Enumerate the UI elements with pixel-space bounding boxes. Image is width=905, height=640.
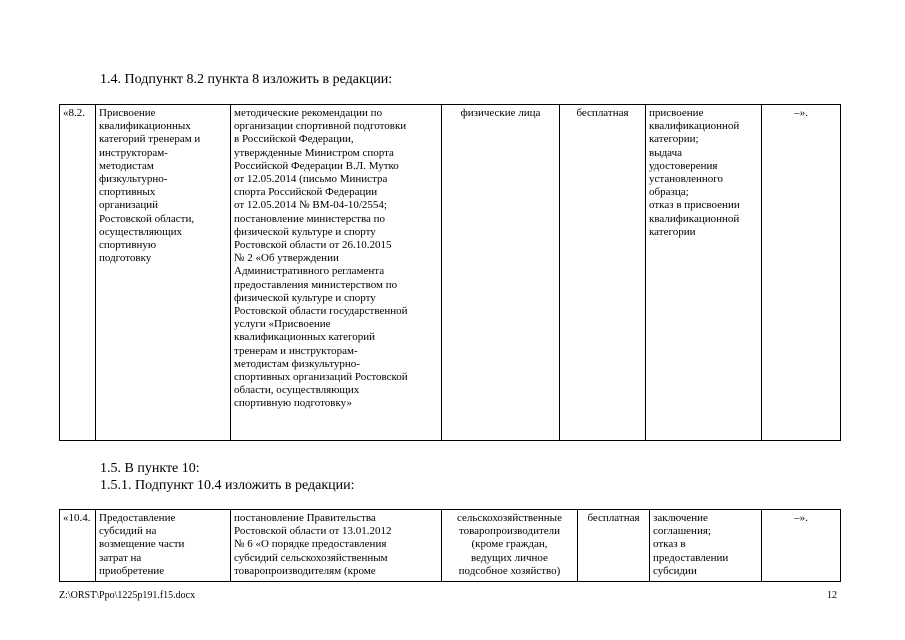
- legal-basis: постановление Правительства Ростовской области от 13.01.2012 № 6 «О порядке предоставления субсидий сельскохозяйственным товаропроизводителям (кроме: [231, 510, 442, 582]
- row-number: «10.4.: [60, 510, 96, 582]
- page-number: 12: [827, 590, 837, 601]
- legal-basis: методические рекомендации по организации спортивной подготовки в Российской Федерации, утвержденные Министром спорта Российской Федерации В.Л. Мутко от 12.05.2014 (письмо Министра спорта Российской Федерации от 12.05.2014 № ВМ-04-10/2554; постановление министерства по физической культуре и спорту Ростовской области от 26.10.2015 № 2 «Об утверждении Административного регламента предоставления министерством по физической культуре и спорту Ростовской области государственной услуги «Присвоение квалификационных категорий тренерам и инструкторам- методистам физкультурно- спортивных организаций Ростовской области, осуществляющих спортивную подготовку»: [231, 105, 442, 441]
- heading-1-4: 1.4. Подпункт 8.2 пункта 8 изложить в редакции:: [100, 72, 393, 87]
- row-end: –».: [762, 510, 841, 582]
- row-number: «8.2.: [60, 105, 96, 441]
- result: присвоение квалификационной категории; выдача удостоверения установленного образца; отказ в присвоении квалификационной категории: [646, 105, 762, 441]
- fee: бесплатная: [560, 105, 646, 441]
- row-end: –».: [762, 105, 841, 441]
- service-name: Предоставление субсидий на возмещение части затрат на приобретение: [96, 510, 231, 582]
- table-10-4: [59, 509, 841, 582]
- table-row: [60, 510, 841, 582]
- table-row: [60, 105, 841, 441]
- footer-file-path: Z:\ORST\Ppo\1225p191.f15.docx: [59, 590, 196, 601]
- fee: бесплатная: [578, 510, 650, 582]
- recipients: сельскохозяйственные товаропроизводители (кроме граждан, ведущих личное подсобное хозяйство): [442, 510, 578, 582]
- heading-1-5: 1.5. В пункте 10:: [100, 461, 200, 476]
- service-name: Присвоение квалификационных категорий тренерам и инструкторам- методистам физкультурно- спортивных организаций Ростовской области, осуществляющих спортивную подготовку: [96, 105, 231, 441]
- recipients: физические лица: [442, 105, 560, 441]
- table-8-2: [59, 104, 841, 441]
- heading-1-5-1: 1.5.1. Подпункт 10.4 изложить в редакции:: [100, 478, 355, 493]
- result: заключение соглашения; отказ в предоставлении субсидии: [650, 510, 762, 582]
